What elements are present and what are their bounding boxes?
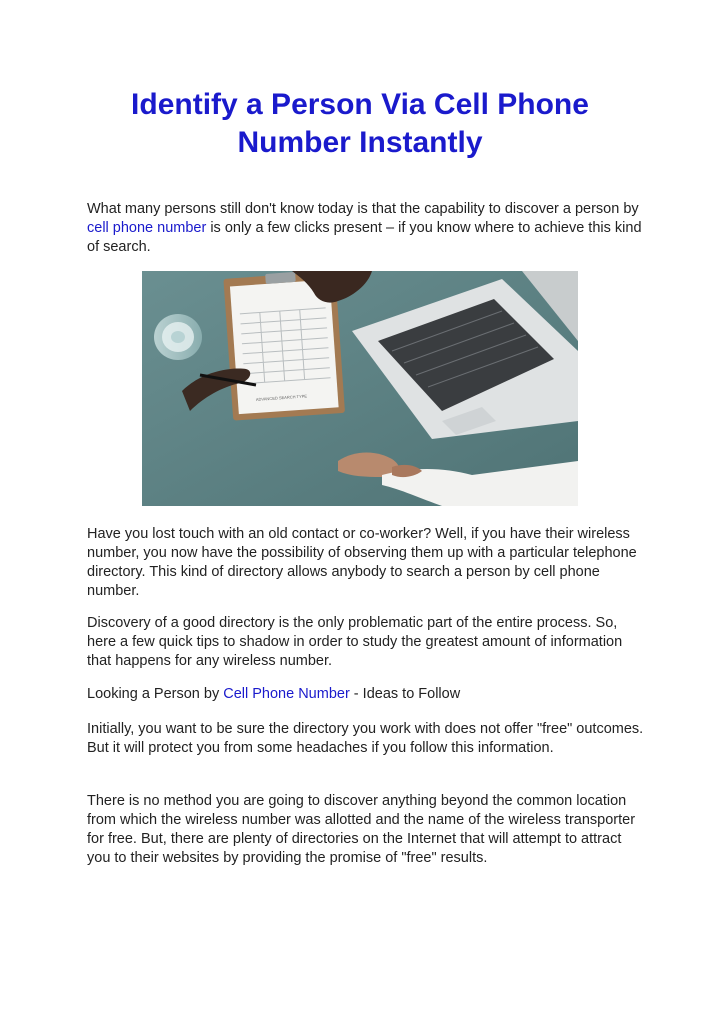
p3-text-after: - Ideas to Follow [349,686,461,702]
page-title [60,86,660,162]
title-line-2: Number Instantly [237,126,483,159]
clipboard-heading: ADVANCED SEARCH TYPE [255,393,308,402]
paragraph-2: Discovery of a good directory is the only problematic part of the entire process. So, here a few quick tips to shadow in order to study the greatest amount of information that happens for any wireless number. [87,615,623,669]
cell-phone-number-link[interactable]: cell phone number [87,220,211,236]
paragraph-5: There is no method you are going to discover anything beyond the common location from which the wireless number was allotted and the name of the wireless transporter for free. But, there are plenty of directories on the Internet that will attempt to attract you to their websites by providing the promise of "free" results. [87,793,636,866]
cell-phone-number-link-2[interactable]: Cell Phone Number [223,686,350,702]
water-glass-icon [154,314,202,360]
paragraph-3 [87,685,647,704]
intro-text-after: is only a few clicks present – if you know where to achieve this kind of search. [87,220,642,255]
intro-text-before: What many persons still don't know today is that the capability to discover a person by [87,201,639,217]
intro-paragraph [87,200,647,257]
paragraph-4: Initially, you want to be sure the directory you work with does not offer "free" outcomes. But it will protect you from some headaches if you follow this information. [87,721,644,756]
desk-photo-icon [142,271,578,506]
desk-photo [142,271,578,506]
p3-text-before: Looking a Person by [87,686,224,702]
title-line-1: Identify a Person Via Cell Phone [131,88,589,121]
paragraph-1: Have you lost touch with an old contact or co-worker? Well, if you have their wireless number, you now have the possibility of observing them up with a particular telephone directory. This kind of directory allows anybody to search a person by cell phone number. [87,526,637,599]
